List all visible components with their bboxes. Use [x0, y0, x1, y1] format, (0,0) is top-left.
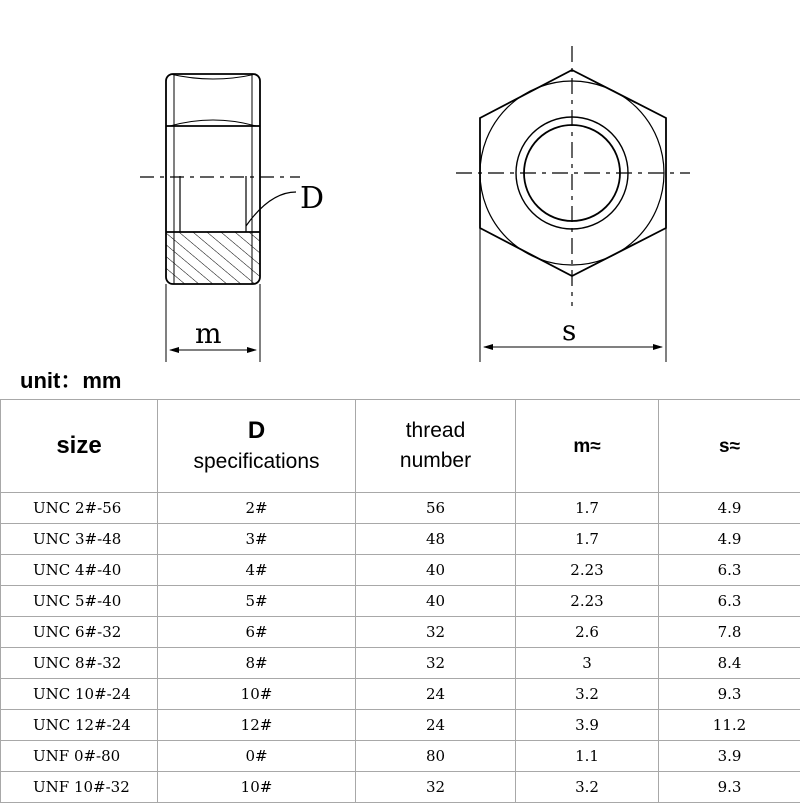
- cell-m: 2.6: [516, 617, 659, 648]
- cell-thread: 24: [356, 710, 516, 741]
- cell-d: 2#: [158, 493, 356, 524]
- nut-technical-drawing: [0, 0, 800, 372]
- header-m: m≈: [516, 400, 659, 493]
- cell-size: UNC 6#-32: [1, 617, 158, 648]
- cell-s: 8.4: [659, 648, 800, 679]
- cell-d: 5#: [158, 586, 356, 617]
- cell-size: UNC 8#-32: [1, 648, 158, 679]
- cell-thread: 80: [356, 741, 516, 772]
- leader-line-D: [246, 192, 296, 226]
- header-thread-number: thread number: [356, 400, 516, 493]
- cell-s: 7.8: [659, 617, 800, 648]
- table-row: [1, 679, 800, 710]
- cell-size: UNC 12#-24: [1, 710, 158, 741]
- cell-s: 9.3: [659, 772, 800, 803]
- cell-thread: 56: [356, 493, 516, 524]
- table-header-row: [1, 400, 800, 493]
- header-s: s≈: [659, 400, 800, 493]
- cell-thread: 32: [356, 772, 516, 803]
- specifications-table: [0, 399, 800, 803]
- label-m: m: [195, 317, 222, 350]
- cell-m: 3: [516, 648, 659, 679]
- cell-d: 3#: [158, 524, 356, 555]
- cell-d: 10#: [158, 679, 356, 710]
- cell-thread: 48: [356, 524, 516, 555]
- table-row: [1, 555, 800, 586]
- cell-d: 6#: [158, 617, 356, 648]
- label-s: s: [562, 314, 576, 347]
- cell-thread: 32: [356, 617, 516, 648]
- cell-d: 4#: [158, 555, 356, 586]
- header-d-specifications: D specifications: [158, 400, 356, 493]
- table-row: [1, 493, 800, 524]
- cell-size: UNC 4#-40: [1, 555, 158, 586]
- table-row: [1, 648, 800, 679]
- label-D: D: [300, 181, 324, 216]
- cell-m: 3.9: [516, 710, 659, 741]
- cell-s: 11.2: [659, 710, 800, 741]
- cell-thread: 40: [356, 586, 516, 617]
- unit-label: unit：mm: [20, 364, 121, 395]
- cell-size: UNC 2#-56: [1, 493, 158, 524]
- cell-size: UNC 3#-48: [1, 524, 158, 555]
- table-row: [1, 772, 800, 803]
- cell-d: 0#: [158, 741, 356, 772]
- cell-m: 1.1: [516, 741, 659, 772]
- chamfer-circle: [480, 81, 664, 265]
- cell-thread: 32: [356, 648, 516, 679]
- cell-s: 6.3: [659, 555, 800, 586]
- table-row: [1, 617, 800, 648]
- cell-s: 3.9: [659, 741, 800, 772]
- cell-size: UNF 10#-32: [1, 772, 158, 803]
- cell-d: 8#: [158, 648, 356, 679]
- table-row: [1, 586, 800, 617]
- cell-size: UNF 0#-80: [1, 741, 158, 772]
- nut-drawings: [0, 0, 800, 372]
- cell-m: 1.7: [516, 493, 659, 524]
- cell-m: 3.2: [516, 772, 659, 803]
- cell-m: 1.7: [516, 524, 659, 555]
- cell-m: 2.23: [516, 586, 659, 617]
- cell-s: 4.9: [659, 493, 800, 524]
- cell-d: 10#: [158, 772, 356, 803]
- cell-d: 12#: [158, 710, 356, 741]
- cell-s: 9.3: [659, 679, 800, 710]
- cell-s: 6.3: [659, 586, 800, 617]
- cell-thread: 40: [356, 555, 516, 586]
- cell-s: 4.9: [659, 524, 800, 555]
- cell-size: UNC 5#-40: [1, 586, 158, 617]
- table-row: [1, 524, 800, 555]
- cell-size: UNC 10#-24: [1, 679, 158, 710]
- header-size: size: [1, 400, 158, 493]
- cell-m: 3.2: [516, 679, 659, 710]
- cell-m: 2.23: [516, 555, 659, 586]
- table-row: [1, 710, 800, 741]
- cell-thread: 24: [356, 679, 516, 710]
- hatched-section: [166, 232, 260, 284]
- table-row: [1, 741, 800, 772]
